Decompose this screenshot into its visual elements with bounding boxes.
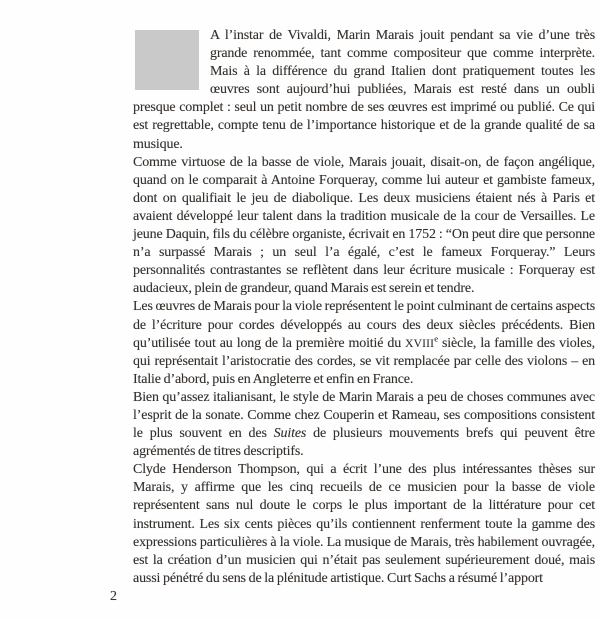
paragraph-thompson: Clyde Henderson Thompson, qui a écrit l’une des plus intéressantes thèses sur Marais, y affirme que les cinq recueils de ce musicien pour la basse de viole représentent sans nul doute le corps le plus important de la littérature pour cet instrument. Les six cents pièces qu’ils contiennent renferment toute la gamme des expressions particulières à la viole. La musique de Marais, très habilement ouvragée, est la création d’un musicien qui n’était pas seulement supérieurement doué, mais aussi pénétré du sens de la plénitude artistique. Curt Sachs a résumé l’apport xyxy=(133,462,595,586)
paragraph-oeuvres: Les œuvres de Marais pour la viole représentent le point culminant de certains aspects de l’écriture pour cordes développés au cours des deux siècles précédents. Bien qu’utilisée tout au long de la première moitié du XVIIIe siècle, la famille des violes, qui représentait l’aristocratie des cordes, se vit remplacée par celle des violons – en Italie d’abord, puis en Angleterre et enfin en France. xyxy=(133,299,596,387)
paragraph-virtuose: Comme virtuose de la basse de viole, Marais jouait, disait-on, de façon angélique, quand on le comparait à Antoine Forqueray, comme lui auteur et gambiste fameux, dont on qualifiait le jeu de diabolique. Les deux musiciens étaient nés à Paris et avaient développé leur talent dans la tradition musicale de la cour de Versailles. Le jeune Daquin, fils du célèbre organiste, écrivait en 1752 : “On peut dire que personne n’a surpassé Marais ; un seul l’a égalé, c’est le fameux Forqueray.” Leurs personnalités contrastantes se reflètent dans leur écriture musicale : Forqueray est audacieux, plein de grandeur, quand Marais est serein et tendre. xyxy=(133,154,595,297)
paragraph-intro xyxy=(133,27,595,154)
paragraph-style: Bien qu’assez italianisant, le style de Marin Marais a peu de choses communes avec l’esprit de la sonate. Comme chez Couperin et Rameau, ses compositions consistent le plus souvent en des Suites de plusieurs mouvements brefs qui peuvent être agrémentés de titres descriptifs. xyxy=(133,389,596,460)
image-placeholder xyxy=(135,30,199,90)
text-block xyxy=(133,27,595,588)
page-number: 2 xyxy=(110,589,117,604)
paragraph-intro-text: A l’instar de Vivaldi, Marin Marais jouit pendant sa vie d’une très grande renommée, tant comme compositeur que comme interprète. Mais à la différence du grand Italien dont pratiquement toutes les œuvres sont aujourd’hui publiées, Marais est resté dans un oubli presque complet : seul un petit nombre de ses œuvres est imprimé ou publié. Ce qui est regrettable, compte tenu de l’importance historique et de la grande qualité de sa musique. xyxy=(133,28,595,152)
